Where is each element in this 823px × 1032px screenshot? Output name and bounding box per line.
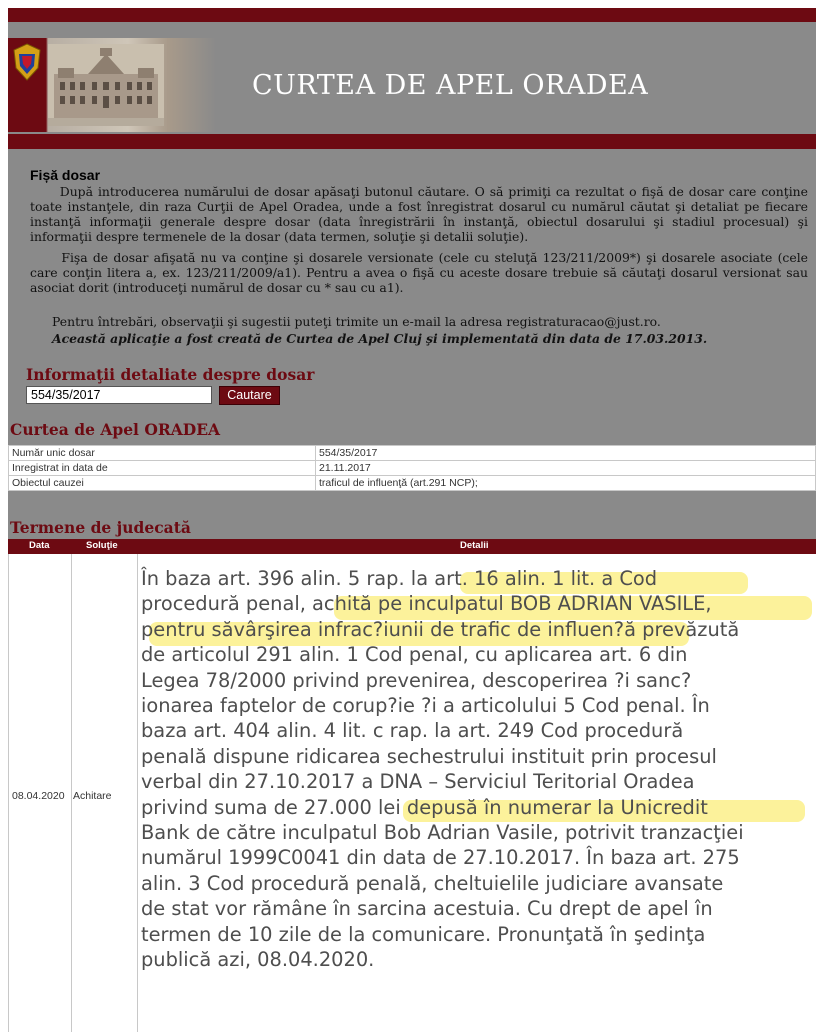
details-line: ionarea faptelor de corup?ie ?i a articolului 5 Cod penal. În [141,694,710,718]
details-line: publică azi, 08.04.2020. [141,948,375,972]
details-line: penală dispune ridicarea sechestrului instituit prin procesul [141,744,717,768]
hearings-section-title: Termene de judecată [10,518,191,537]
table-row [9,446,816,461]
table-row [9,476,816,491]
details-line: procedură penal, achită pe inculpatul BOB ADRIAN VASILE, [141,592,712,616]
details-line: baza art. 404 alin. 4 lit. c rap. la art. 249 Cod procedură [141,719,684,743]
case-number-value: 554/35/2017 [316,446,816,461]
search-section-title: Informaţii detaliate despre dosar [26,365,315,384]
column-header-solution: Soluţie [86,540,118,551]
case-object-value: traficul de influenţă (art.291 NCP); [316,476,816,491]
intro-paragraph-2 [30,250,808,295]
table-row [9,461,816,476]
details-line: de stat vor rămâne în sarcina acestuia. Cu drept de apel în [141,897,713,921]
case-number-input[interactable] [26,386,212,404]
intro-paragraph-1 [30,184,808,244]
registered-date-label: Inregistrat in data de [9,461,316,476]
header-top-bar [8,8,816,22]
hearing-row [8,554,816,1032]
column-header-date: Data [29,540,50,551]
search-button[interactable]: Cautare [219,386,280,405]
case-object-label: Obiectul cauzei [9,476,316,491]
header-banner-image [8,38,216,132]
intro-section [8,149,816,371]
column-header-details: Detalii [460,540,489,551]
details-line: Legea 78/2000 privind prevenirea, descoperirea ?i sanc? [141,668,692,692]
hearing-solution: Achitare [73,790,112,802]
registered-date-value: 21.11.2017 [316,461,816,476]
details-line: alin. 3 Cod procedură penală, cheltuielile judiciare avansate [141,871,724,895]
hearing-date: 08.04.2020 [12,790,65,802]
site-header [8,22,816,134]
site-title: CURTEA DE APEL ORADEA [252,70,649,101]
header-bottom-bar [8,134,816,149]
app-credit-paragraph: Această aplicaţie a fost creată de Curtea de Apel Cluj şi implementată din data de 17.03.2013. [52,331,708,346]
details-line: pentru săvârşirea infrac?iunii de trafic de influen?ă prevăzută [141,617,740,641]
details-line: Bank de către inculpatul Bob Adrian Vasile, potrivit tranzacţiei [141,821,744,845]
intro-paragraph-1-text: După introducerea numărului de dosar apăsaţi butonul căutare. O să primiţi ca rezultat o fişă de dosar care conţine toate instanţele, din raza Curţii de Apel Oradea, unde a fost înregistrat dosarul cu numărul căutat şi detaliat pe fiecare instanţă informaţii generale despre dosar (data înregistrării în instanţă, obiectul dosarului şi stadiul procesual) şi informaţii despre termenele de la dosar (data termen, soluţie şi detalii soluţie). [30,184,808,244]
hearings-table-header [8,539,816,554]
court-page [8,8,816,1024]
details-line: termen de 10 zile de la comunicare. Pronunţată în şedinţa [141,922,706,946]
contact-paragraph: Pentru întrebări, observaţii şi sugestii puteţi trimite un e-mail la adresa registraturacao@just.ro. [52,314,661,329]
intro-heading: Fișă dosar [30,167,101,183]
details-line: În baza art. 396 alin. 5 rap. la art. 16 alin. 1 lit. a Cod [141,567,658,590]
hearing-solution-cell [71,554,138,1032]
coat-of-arms-icon [10,42,44,82]
case-info-table [8,445,816,491]
court-section-title: Curtea de Apel ORADEA [10,420,221,439]
details-line: de articolul 291 alin. 1 Cod penal, cu aplicarea art. 6 din [141,643,688,667]
details-line: numărul 1999C0041 din data de 27.10.2017. În baza art. 275 [141,846,740,870]
hearing-date-cell [8,554,72,1032]
details-line: verbal din 27.10.2017 a DNA – Serviciul Teritorial Oradea [141,770,695,794]
intro-paragraph-2-text: Fişa de dosar afişată nu va conţine şi dosarele versionate (cele cu steluţă 123/211/2009*) şi dosarele asociate (cele care conţin litera a, ex. 123/211/2009/a1). Pentru a avea o fişă cu aceste dosare trebuie să căutaţi dosarul versionat sau asociat dorit (introduceţi numărul de dosar cu * sau cu a1). [30,250,808,295]
case-number-label: Număr unic dosar [9,446,316,461]
details-line: privind suma de 27.000 lei depusă în numerar la Unicredit [141,795,708,819]
court-building-image [48,44,164,126]
hearing-details [141,566,821,973]
